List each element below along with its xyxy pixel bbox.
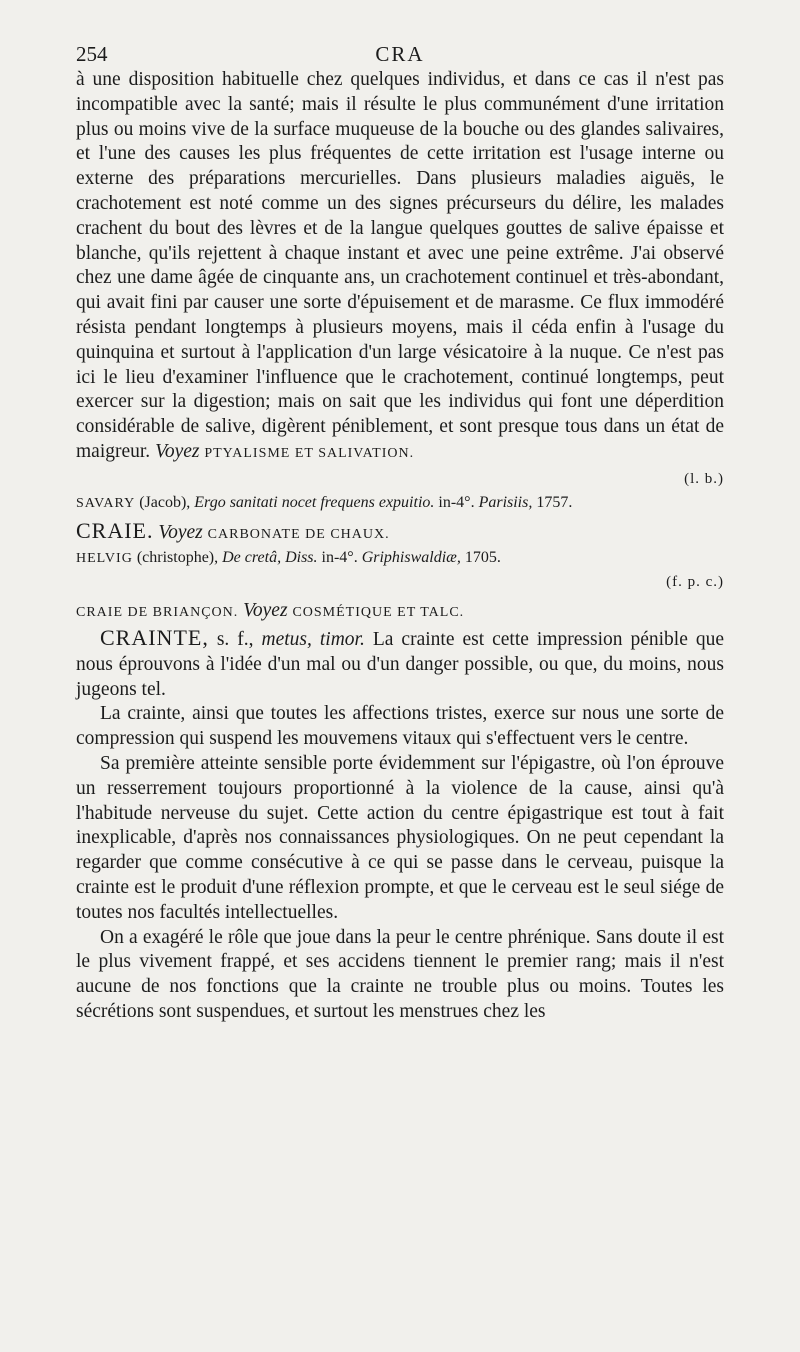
bib-year: 1705. [464,549,501,567]
latin-term: metus, timor. [261,628,365,650]
bibliography-helvig [76,547,724,570]
voyez-link: Voyez [155,440,200,462]
paragraph: On a exagéré le rôle que joue dans la peur le centre phrénique. Sans doute il est le plus vivement frappé, et ses accidens tiennent le premier rang; mais il n'est aucune de nos fonctions que la crainte ne trouble plus ou moins. Toutes les sécrétions sont suspendues, et surtout les menstrues chez les [76,926,724,1022]
bib-title: Ergo sanitati nocet frequens expuitio. [194,493,435,511]
paragraph: Sa première atteinte sensible porte évidemment sur l'épigastre, où l'on éprouve un resserrement toujours proportionné à la violence de la cause, ainsi qu'à l'habitude nerveuse du sujet. Cette action du centre épigastrique est tout à fait inexplicable, d'après nos connaissances physiologiques. On ne peut cependant la regarder que comme consécutive à ce qui se passe dans le cerveau, puisque la crainte est le produit d'une réflexion prompte, et que le cerveau est le seul siége de toutes nos facultés intellectuelles. [76,752,724,923]
voyez-link: Voyez [158,521,203,543]
cross-reference: PTYALISME ET SALIVATION. [204,445,415,461]
bib-format: in-4°. [438,493,475,511]
continued-paragraph [76,68,724,467]
author-signature: (f. p. c.) [666,574,724,591]
bib-place: Griphiswaldiæ, [361,549,461,567]
voyez-link: Voyez [243,600,288,622]
entry-craie [76,519,724,548]
entry-crainte [76,626,724,702]
bib-format: in-4°. [321,549,358,567]
bib-year: 1757. [536,493,573,511]
entry-craie-briancon [76,599,724,626]
bib-title: De cretâ, Diss. [222,549,318,567]
author-signature: (l. b.) [684,470,724,487]
cross-reference: COSMÉTIQUE ET TALC. [292,605,465,621]
bib-author: SAVARY [76,495,136,511]
bib-author: HELVIG [76,551,133,567]
bib-author-first: (christophe), [136,549,219,567]
entry-headword: CRAIE. [76,517,154,543]
continued-text: à une disposition habituelle chez quelques individus, et dans ce cas il n'est pas incompatible avec la santé; mais il résulte le plus communément d'une irritation plus ou moins vive de la surface muqueuse de la bouche ou des glandes salivaires, et l'une des causes les plus fréquentes de cette irritation est l'usage interne ou externe des préparations mercurielles. Dans plusieurs maladies aiguës, le crachotement est noté comme un des signes précurseurs du délire, les malades crachent du bout des lèvres et de la langue quelques gouttes de salive épaisse et blanche, qu'ils rejettent à chaque instant et avec une peine extrême. J'ai observé chez une dame âgée de cinquante ans, un crachotement continuel et très-abondant, qui avait fini par causer une sorte d'épuisement et de marasme. Ce flux immodéré résista pendant longtemps à plusieurs moyens, mais il céda enfin à l'usage du quinquina et surtout à l'application d'un large vésicatoire à la nuque. Ce n'est pas ici le lieu d'examiner l'influence que le crachotement, continué longtemps, peut exercer sur la digestion; mais on sait que les individus qui font une déperdition considérable de salive, digèrent péniblement, et sont presque tous dans un état de maigreur. [76,69,724,462]
paragraph-text: La crainte est cette impression pénible que nous éprouvons à l'idée d'un mal ou d'un danger possible, ou que, du moins, nous jugeons tel. [76,628,725,700]
entry-headword: CRAINTE, [100,624,209,650]
page-text [76,40,724,1025]
paragraph: La crainte, ainsi que toutes les affections tristes, exerce sur nous une sorte de compression qui suspend les mouvemens vitaux qui s'effectuent vers le centre. [76,703,724,750]
running-head: CRA [375,42,425,66]
cross-reference: CARBONATE DE CHAUX. [207,526,390,542]
grammar-note: s. f., [216,628,254,650]
entry-headword: CRAIE DE BRIANÇON. [76,605,239,621]
bib-author-first: (Jacob), [139,493,191,511]
page-header [76,40,724,68]
page-number: 254 [76,42,108,66]
bib-place: Parisiis, [478,493,533,511]
bibliography-savary [76,492,724,515]
